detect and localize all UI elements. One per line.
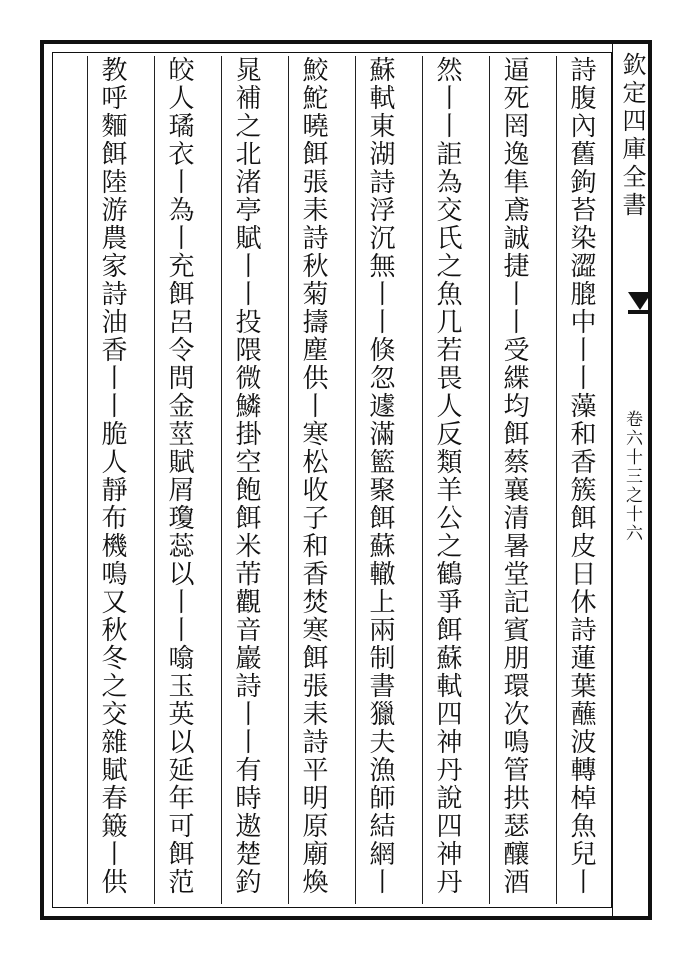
text-column-4: 蘇軾東湖詩浮沉無丨丨倏忽遽滿籃聚餌蘇轍上兩制書獵夫漁師結網丨 <box>355 56 405 904</box>
fish-tail-bar <box>628 310 652 314</box>
text-column-6: 晁補之北渚亭賦丨丨投隈微鱗掛空飽餌米芾觀音巖詩丨丨有時遨楚釣 <box>221 56 271 904</box>
book-title: 欽定四庫全書 <box>618 52 646 220</box>
text-column-5: 鮫鮀曉餌張耒詩秋菊擣塵供丨寒松收子和香焚寒餌張耒詩平明原廟煥 <box>288 56 338 904</box>
fish-tail-mark-icon <box>628 292 652 310</box>
text-column-7: 皎人璚衣丨為丨充餌呂令問金莖賦屑瓊蕊以丨丨噏玉英以延年可餌范 <box>154 56 204 904</box>
volume-label: 卷六十三之十六 <box>622 410 642 543</box>
text-column-8: 教呼麵餌陸游農家詩油香丨丨脆人靜布機鳴又秋冬之交雜賦春簸丨供 <box>87 56 137 904</box>
text-column-2: 逼死罔逸隼鳶誠捷丨丨受緤均餌蔡襄清暑堂記賓朋環次鳴管拱瑟釀酒 <box>489 56 539 904</box>
text-column-3: 然丨丨詎為交氏之魚几若畏人反類羊公之鶴爭餌蘇軾四神丹說四神丹 <box>422 56 472 904</box>
text-column-1: 詩腹內舊鉤苔染澀膍中丨丨藻和香簇餌皮日休詩蓮葉蘸波轉棹魚兒丨 <box>556 56 606 904</box>
